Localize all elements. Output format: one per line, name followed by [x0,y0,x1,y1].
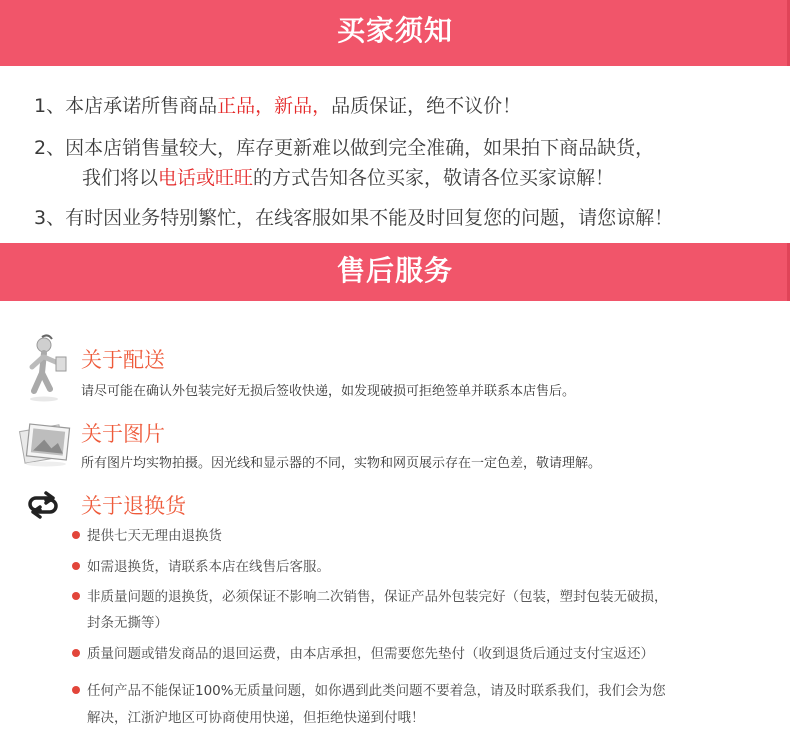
returns-bullet-1-text: 提供七天无理由退换货 [87,528,222,544]
returns-title: 关于退换货 [81,494,186,518]
delivery-person-icon [20,333,70,403]
notice-item-2-line-1: 2、因本店销售量较大，库存更新难以做到完全准确，如果拍下商品缺货， [34,137,655,159]
notice-item-1-post: 品质保证，绝不议价！ [331,95,522,117]
delivery-text: 请尽可能在确认外包装完好无损后签收快递，如发现破损可拒绝签单并联系本店售后。 [81,384,576,399]
delivery-title: 关于配送 [81,348,165,372]
returns-bullet-3-text: 非质量问题的退换货，必须保证不影响二次销售，保证产品外包装完好（包装，塑封包装无破损， [87,589,668,605]
pictures-title: 关于图片 [81,422,165,446]
returns-bullet-3 [72,585,668,605]
bullet-dot [72,592,80,600]
returns-bullet-2-text: 如需退换货，请联系本店在线售后客服。 [87,559,330,575]
returns-bullet-2 [72,555,330,575]
service-title: 售后服务 [336,254,453,287]
notice-item-2-line-2 [82,163,614,190]
bullet-dot [72,686,80,694]
pictures-text: 所有图片均实物拍摄。因光线和显示器的不同，实物和网页展示存在一定色差，敬请理解。 [81,456,602,471]
service-banner [0,243,790,301]
bullet-dot [72,531,80,539]
exchange-arrows-icon [26,490,60,520]
notice-item-3: 3、有时因业务特别繁忙，在线客服如果不能及时回复您的问题，请您谅解！ [34,207,674,229]
notice-title: 买家须知 [336,14,453,47]
returns-bullet-5-text: 任何产品不能保证100%无质量问题，如你遇到此类问题不要着急，请及时联系我们，我们会为您 [87,683,666,699]
bullet-dot [72,649,80,657]
returns-bullet-1 [72,524,222,544]
bullet-dot [72,562,80,570]
notice-item-2-pre: 我们将以 [82,167,159,189]
notice-item-1 [34,91,521,118]
returns-bullet-4-text: 质量问题或错发商品的退回运费，由本店承担，但需要您先垫付（收到退货后通过支付宝返还） [87,646,654,662]
notice-item-1-highlight: 正品，新品， [217,95,332,117]
notice-item-2-post: 的方式告知各位买家，敬请各位买家谅解！ [253,167,615,189]
returns-bullet-5 [72,679,666,699]
returns-bullet-4 [72,642,654,662]
notice-banner [0,0,790,66]
notice-item-1-pre: 1、本店承诺所售商品 [34,95,218,117]
photo-icon [18,418,74,468]
returns-bullet-5-continued: 解决，江浙沪地区可协商使用快递，但拒绝快递到付哦！ [87,710,425,726]
returns-bullet-3-continued: 封条无撕等） [87,615,168,631]
notice-item-2-highlight: 电话或旺旺 [158,167,254,189]
